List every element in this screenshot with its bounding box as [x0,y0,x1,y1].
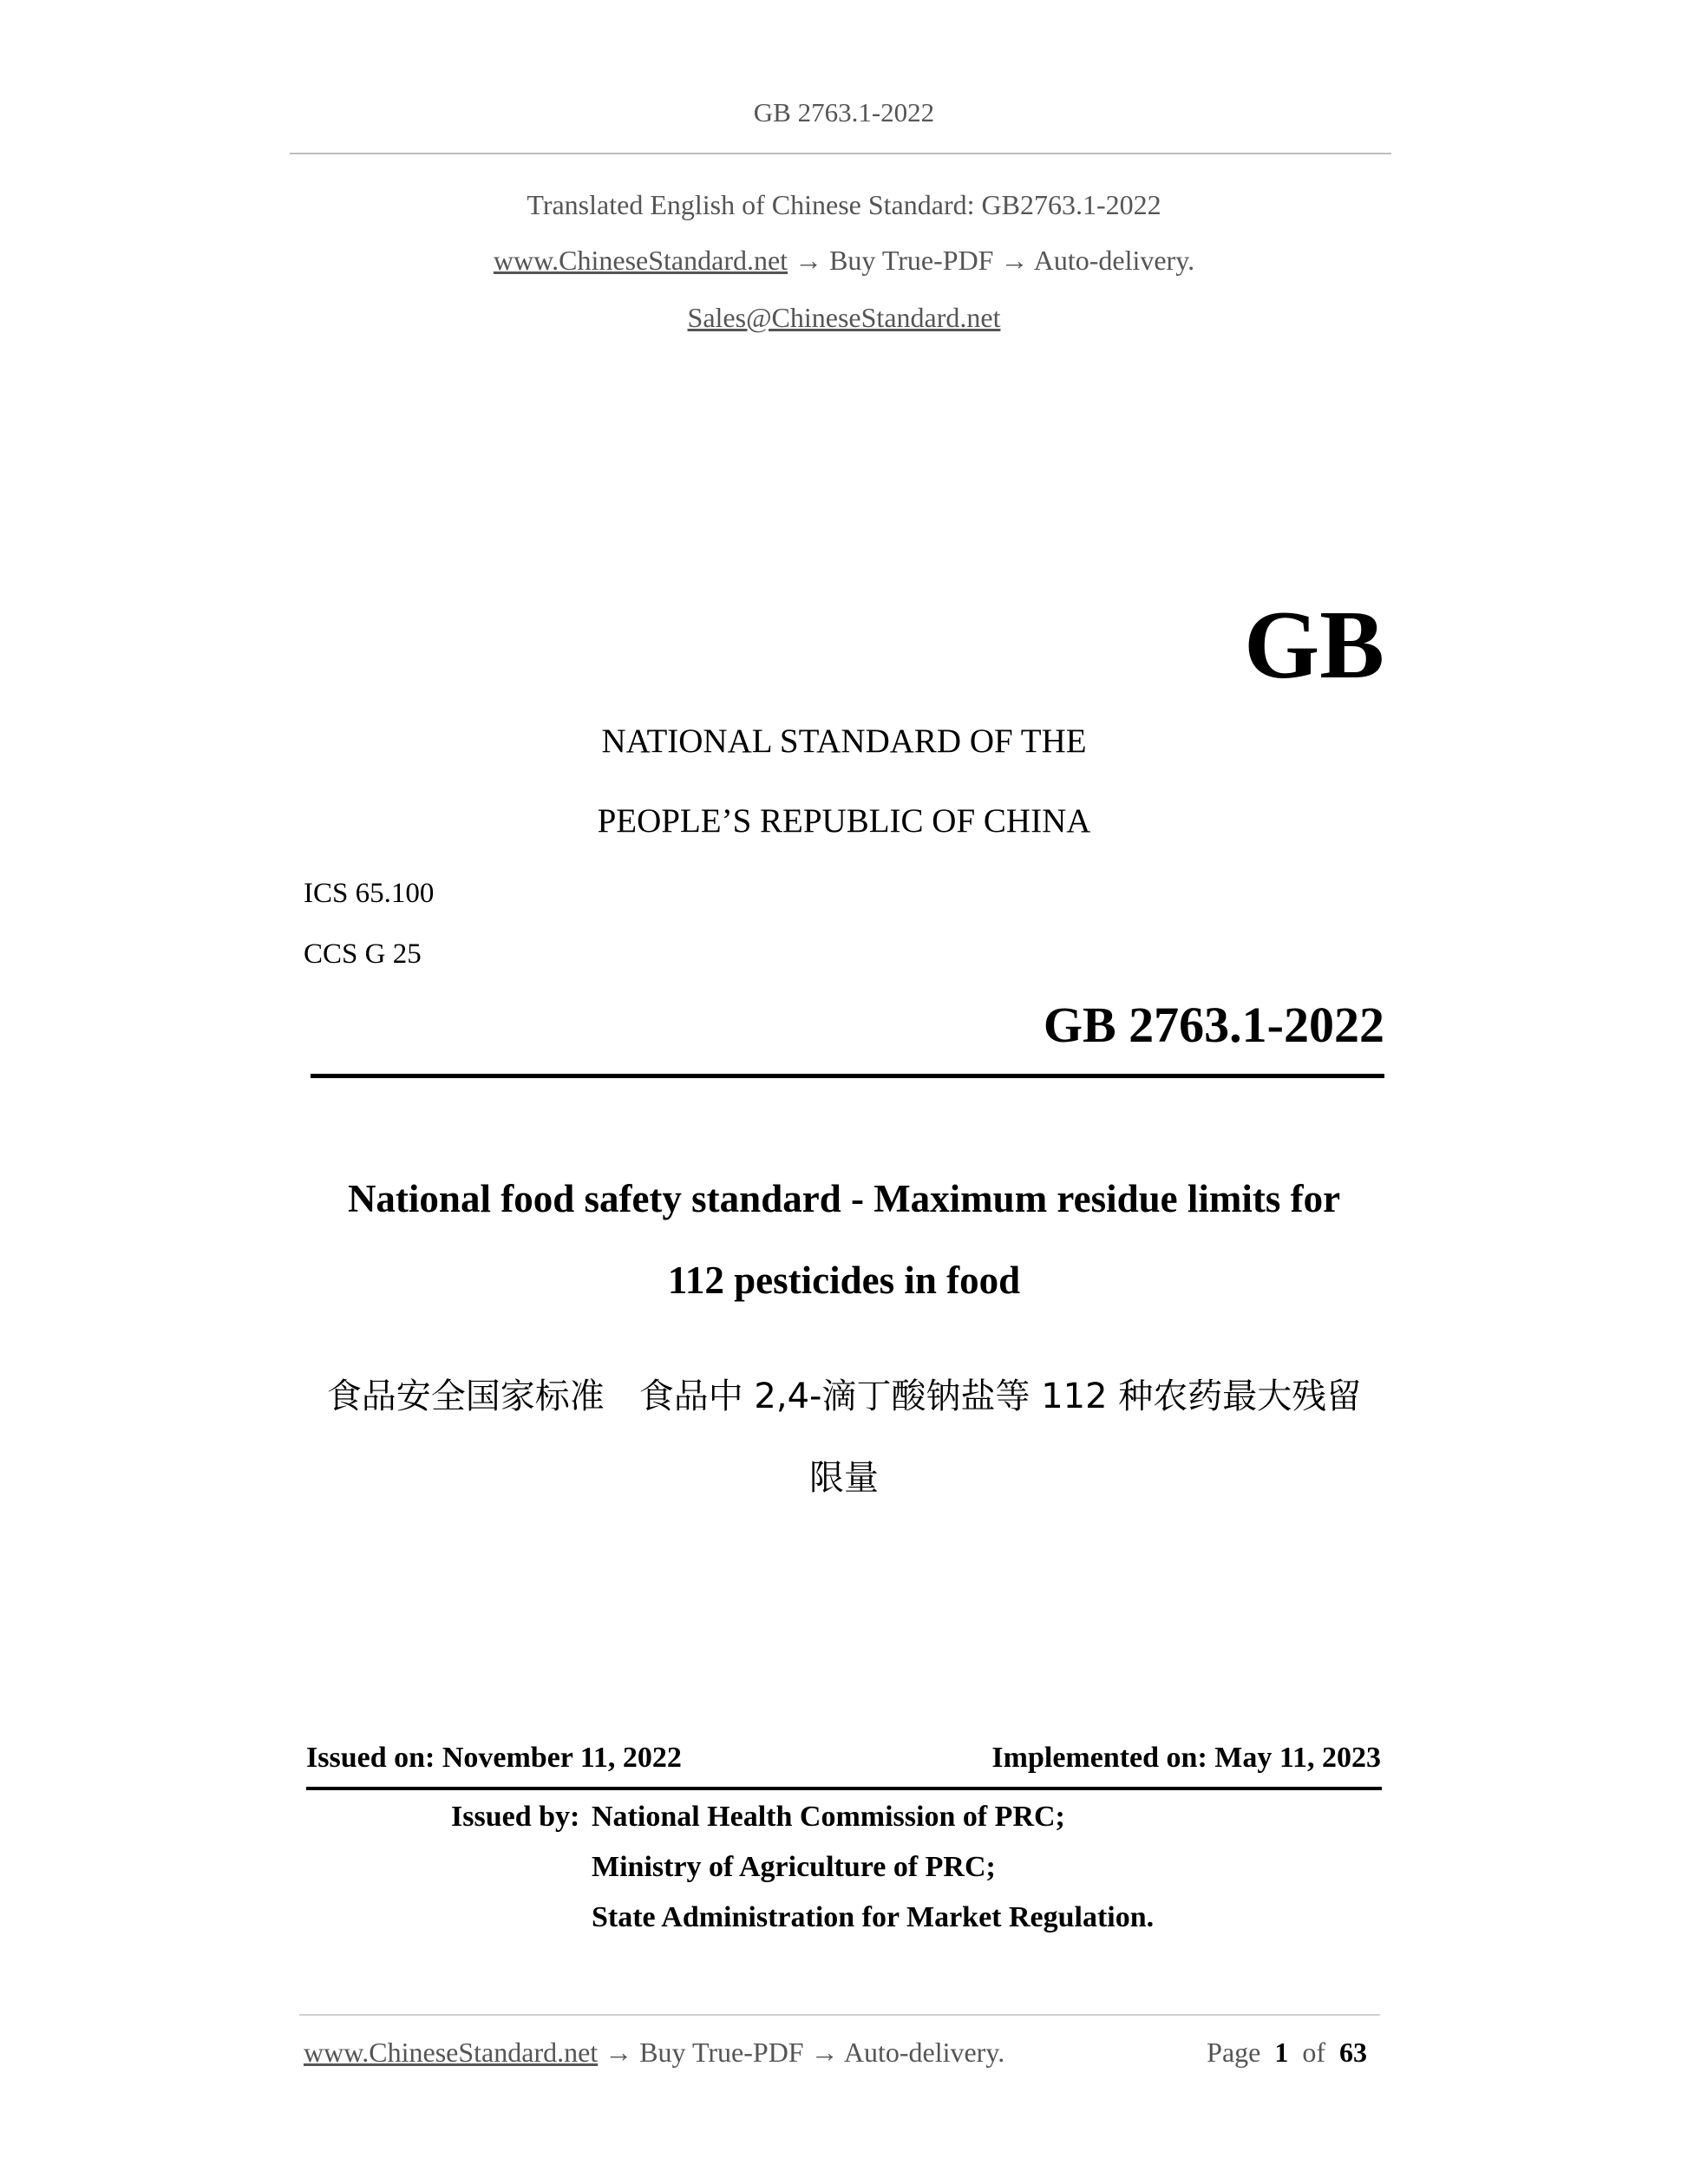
standard-number: GB 2763.1-2022 [1043,997,1384,1053]
running-header: GB 2763.1-2022 [753,97,935,128]
footer-buy-line [304,2037,1004,2069]
site-link[interactable]: www.ChineseStandard.net [493,245,788,276]
arrow-right-icon: → [605,2037,633,2068]
translated-notice: Translated English of Chinese Standard: GB2763.1-2022 [527,189,1161,220]
buy-line [0,245,1688,277]
standard-number-divider [311,1074,1384,1078]
chinese-title-line-1: 食品安全国家标准 食品中 2,4-滴丁酸钠盐等 112 种农药最大残留 [326,1376,1362,1416]
english-title-line-1: National food safety standard - Maximum residue limits for [347,1177,1341,1220]
sales-email-link[interactable]: Sales@ChineseStandard.net [687,302,1001,333]
national-standard-line-2: PEOPLE’S REPUBLIC OF CHINA [597,802,1091,840]
footer-divider [299,2014,1380,2016]
arrow-right-icon: → [810,2037,839,2068]
national-standard-line-1: NATIONAL STANDARD OF THE [601,723,1087,760]
implemented-on-date: Implemented on: May 11, 2023 [991,1742,1381,1774]
page-current: 1 [1274,2037,1289,2068]
buy-text: Buy True-PDF [829,245,994,276]
gb-logo-mark: GB [1244,592,1384,699]
sales-line [0,302,1688,334]
page-label: Page [1207,2037,1261,2068]
page-total: 63 [1339,2037,1367,2068]
footer-delivery-text: Auto-delivery. [843,2037,1005,2068]
arrow-right-icon: → [795,245,823,276]
issuer-item: National Health Commission of PRC; [592,1801,1065,1833]
arrow-right-icon: → [1000,245,1029,276]
ccs-code: CCS G 25 [304,938,422,970]
footer-site-link[interactable]: www.ChineseStandard.net [304,2037,599,2068]
issuer-item: Ministry of Agriculture of PRC; [592,1851,996,1883]
delivery-text: Auto-delivery. [1033,245,1195,276]
issued-by-label: Issued by: [451,1801,580,1833]
issued-on-date: Issued on: November 11, 2022 [306,1742,682,1774]
issuer-item: State Administration for Market Regulation. [592,1901,1155,1933]
page-indicator [1207,2037,1367,2069]
chinese-title-line-2: 限量 [809,1458,879,1498]
footer-buy-text: Buy True-PDF [639,2037,804,2068]
ics-code: ICS 65.100 [304,878,435,909]
english-title-line-2: 112 pesticides in food [667,1259,1021,1302]
issue-date-divider [306,1787,1382,1790]
of-label: of [1302,2037,1325,2068]
header-divider [290,153,1391,154]
